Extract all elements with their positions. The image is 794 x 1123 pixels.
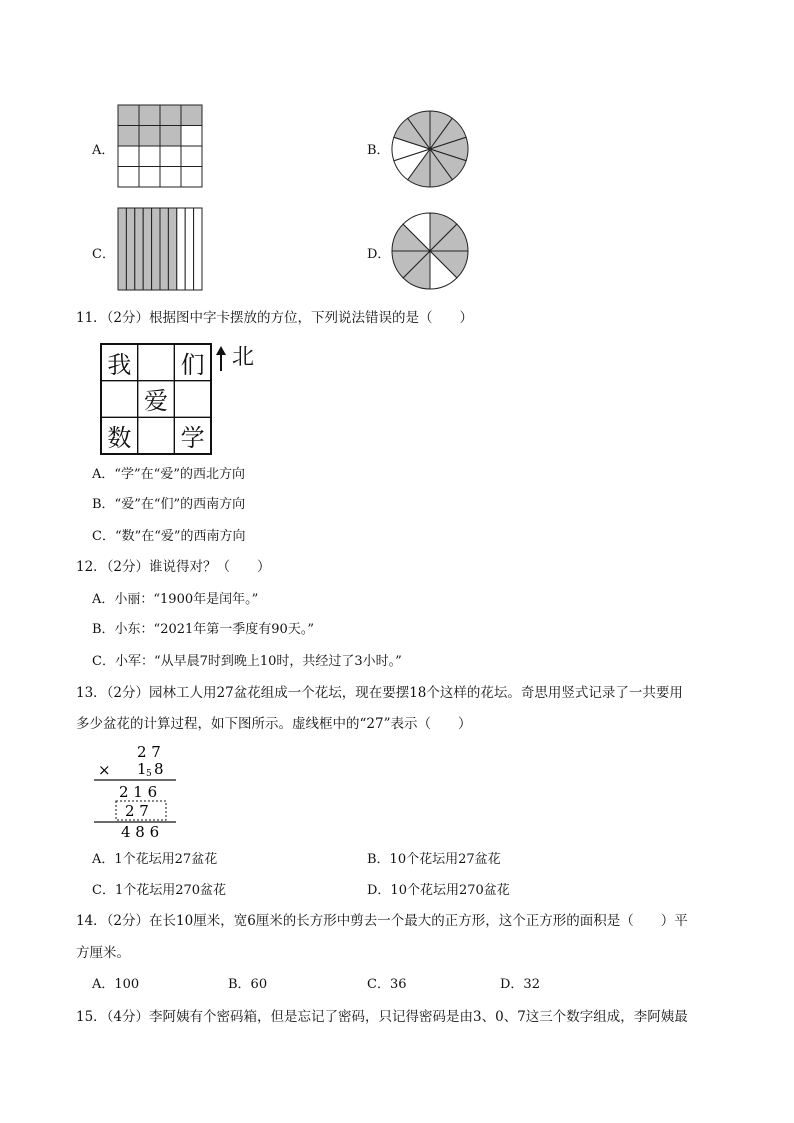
calc-times: ×	[98, 761, 111, 779]
grid-card: 我	[107, 350, 132, 379]
q11-option-b: B．“爱”在“们”的西南方向	[92, 497, 246, 512]
q14-option-a: A．100	[92, 977, 140, 992]
q14-stem-line1: 14．（2分）在长10厘米，宽6厘米的长方形中剪去一个最大的正方形，这个正方形的面积是（ ）平	[76, 913, 688, 929]
q11-option-c: C．“数”在“爱”的西南方向	[92, 529, 246, 544]
strip	[126, 208, 134, 290]
calc-mult-eight: 8	[154, 760, 164, 778]
grid-cell	[118, 167, 139, 188]
grid-cell	[139, 105, 160, 126]
q13-option-d: D．10个花坛用270盆花	[367, 883, 510, 898]
q10-figure-d-circle	[390, 211, 470, 291]
q13-option-b: B．10个花坛用27盆花	[367, 852, 501, 867]
q10-option-b-label: B．	[367, 143, 390, 158]
grid-card: 学	[180, 424, 205, 453]
grid-card	[138, 417, 175, 454]
q11-direction-grid	[100, 343, 212, 455]
strip	[194, 208, 202, 290]
calc-result: 4 8 6	[121, 823, 160, 840]
strip	[160, 208, 168, 290]
q13-stem-line1: 13．（2分）园林工人用27盆花组成一个花坛，现在要摆18个这样的花坛。奇思用竖式记录了一共要用	[76, 685, 683, 701]
calc-top: 2 7	[137, 743, 161, 761]
grid-cell	[139, 126, 160, 147]
q11-stem: 11．（2分）根据图中字卡摆放的方位，下列说法错误的是（ ）	[76, 310, 474, 326]
q14-option-d: D．32	[500, 977, 540, 992]
q13-vertical-multiplication	[92, 742, 182, 840]
grid-card	[101, 381, 138, 418]
strip	[168, 208, 176, 290]
calc-partial2: 2 7	[125, 802, 149, 820]
q14-option-c: C．36	[367, 977, 407, 992]
calc-partial1: 2 1 6	[119, 783, 158, 801]
q10-option-a-label: A．	[92, 143, 115, 158]
grid-card	[174, 381, 211, 418]
strip	[118, 208, 126, 290]
grid-cell	[118, 146, 139, 167]
grid-cell	[160, 146, 181, 167]
q10-figure-b-circle	[390, 109, 470, 189]
calc-carry: 5	[146, 769, 152, 779]
q12-option-b: B．小东：“2021年第一季度有90天。”	[92, 622, 314, 637]
q10-option-c-label: C．	[92, 247, 115, 262]
strip	[152, 208, 160, 290]
grid-cell	[181, 105, 202, 126]
grid-card	[138, 344, 175, 381]
q12-option-a: A．小丽：“1900年是闰年。”	[92, 592, 259, 607]
grid-card: 们	[180, 350, 205, 379]
q10-figure-a-grid	[117, 104, 204, 188]
q11-option-a: A．“学”在“爱”的西北方向	[92, 467, 245, 482]
grid-cell	[139, 146, 160, 167]
strip	[143, 208, 151, 290]
grid-cell	[181, 167, 202, 188]
q12-stem: 12．（2分）谁说得对？（ ）	[76, 559, 271, 575]
grid-cell	[160, 105, 181, 126]
grid-cell	[118, 105, 139, 126]
grid-card: 数	[107, 424, 132, 453]
q14-option-b: B．60	[228, 977, 268, 992]
q13-option-a: A．1个花坛用27盆花	[92, 852, 218, 867]
grid-cell	[118, 126, 139, 147]
q14-stem-line2: 方厘米。	[76, 945, 130, 961]
north-label: 北	[232, 345, 255, 370]
q10-option-d-label: D．	[367, 247, 391, 262]
grid-cell	[181, 126, 202, 147]
q12-option-c: C．小军：“从早晨7时到晚上10时，共经过了3小时。”	[92, 654, 402, 669]
arrow-up-icon	[214, 346, 228, 372]
grid-cell	[160, 167, 181, 188]
grid-cell	[181, 146, 202, 167]
strip	[135, 208, 143, 290]
grid-cell	[139, 167, 160, 188]
calc-mult-one: 1	[137, 760, 147, 778]
grid-card: 爱	[143, 387, 168, 416]
q10-figure-c-strips	[117, 207, 205, 291]
q15-stem-line1: 15．（4分）李阿姨有个密码箱，但是忘记了密码，只记得密码是由3、0、7这三个数字组成，李阿姨最	[76, 1009, 688, 1025]
strip	[185, 208, 193, 290]
strip	[177, 208, 185, 290]
grid-cell	[160, 126, 181, 147]
q13-option-c: C．1个花坛用270盆花	[92, 883, 227, 898]
q13-stem-line2: 多少盆花的计算过程，如下图所示。虚线框中的“27”表示（ ）	[76, 716, 472, 732]
